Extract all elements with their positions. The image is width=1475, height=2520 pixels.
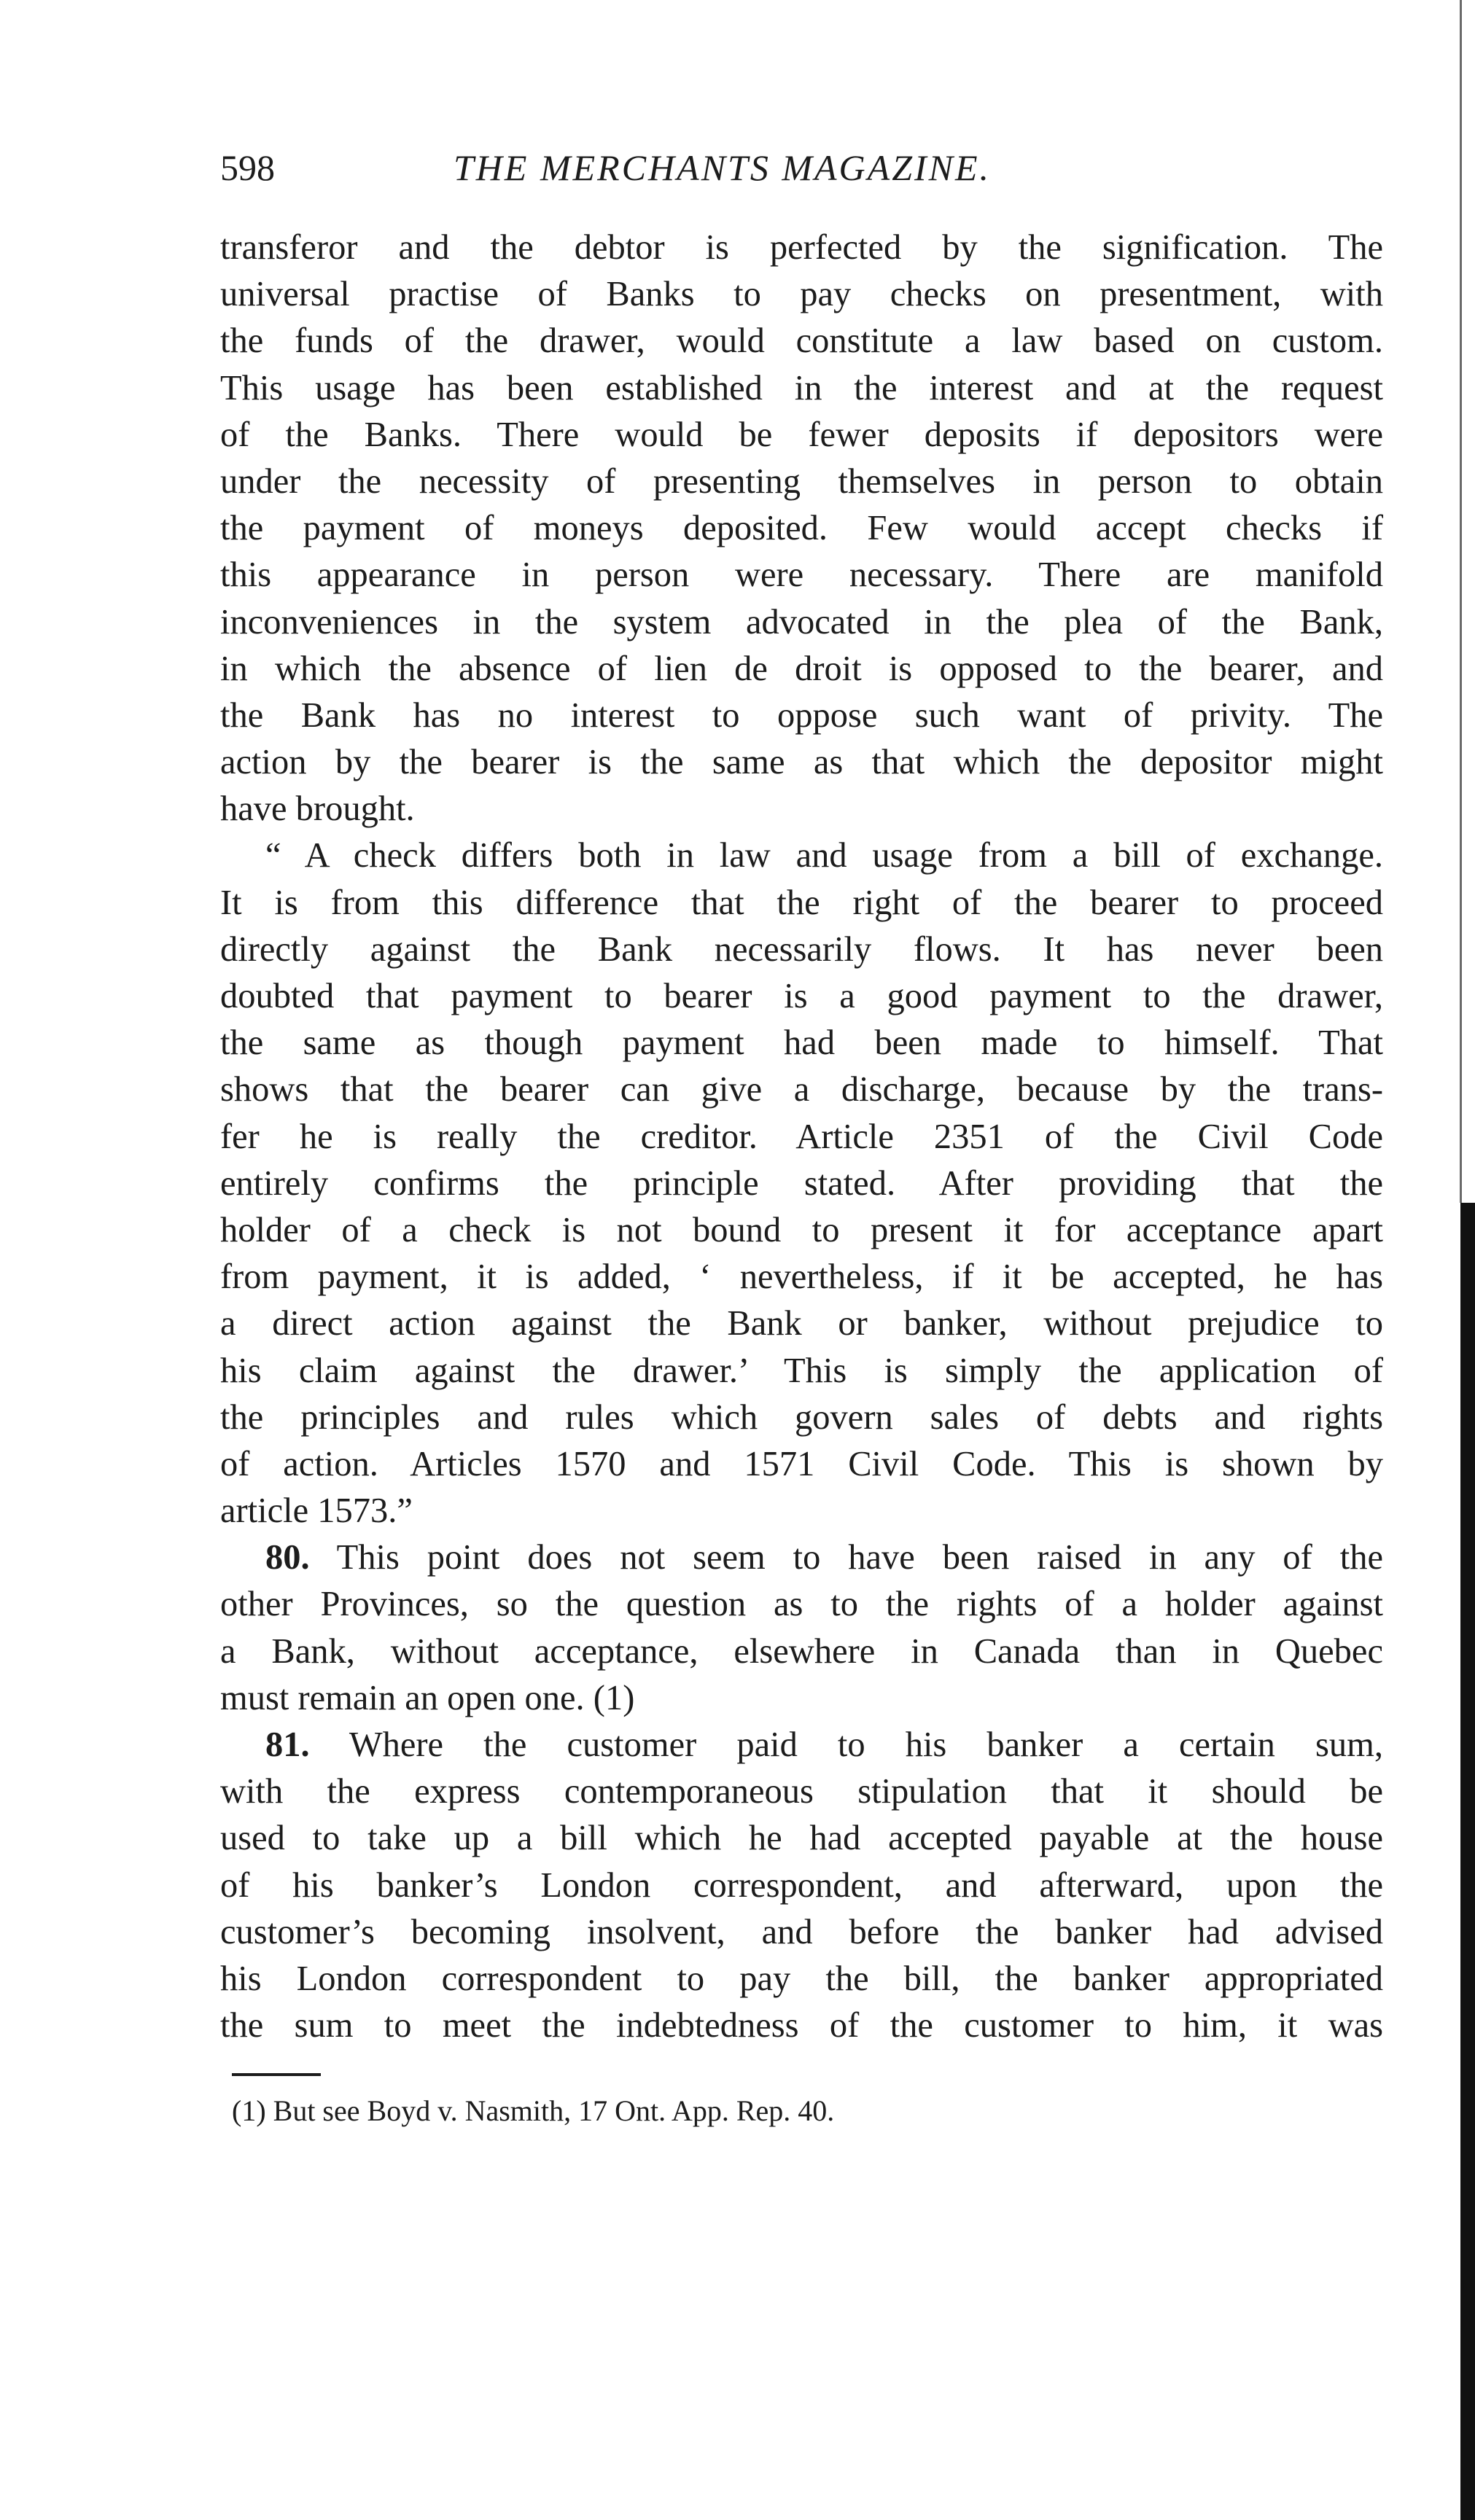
text-line-content: This point does not seem to have been raised in any of the <box>336 1538 1383 1577</box>
text-line: customer’s becoming insolvent, and before the banker had advised <box>220 1912 1383 1951</box>
text-line: the principles and rules which govern sales of debts and rights <box>220 1397 1383 1437</box>
page-edge-line <box>1460 0 1462 1203</box>
section-number: 81. <box>265 1725 310 1764</box>
text-line: inconveniences in the system advocated in the plea of the Bank, <box>220 602 1383 641</box>
text-line: This usage has been established in the interest and at the request <box>220 368 1383 407</box>
section-number: 80. <box>265 1538 310 1577</box>
footnote-divider <box>232 2073 321 2076</box>
text-line: the payment of moneys deposited. Few would accept checks if <box>220 509 1383 548</box>
text-line: article 1573.” <box>220 1491 413 1531</box>
text-line: his London correspondent to pay the bill, the banker appropriated <box>220 1959 1383 1998</box>
text-line: “ A check differs both in law and usage from a bill of exchange. <box>265 836 1383 875</box>
text-line: holder of a check is not bound to present it for acceptance apart <box>220 1210 1383 1249</box>
body-text <box>220 225 1383 2049</box>
text-line: of action. Articles 1570 and 1571 Civil Code. This is shown by <box>220 1444 1383 1483</box>
text-line: from payment, it is added, ‘ nevertheless, if it be accepted, he has <box>220 1257 1383 1297</box>
page-header <box>220 142 1387 200</box>
text-line: have brought. <box>220 789 415 829</box>
text-line: doubted that payment to bearer is a good payment to the drawer, <box>220 977 1383 1015</box>
text-line: action by the bearer is the same as that which the depositor might <box>220 743 1383 782</box>
text-line: the same as though payment had been made to himself. That <box>220 1023 1383 1063</box>
text-line-content: Where the customer paid to his banker a certain sum, <box>349 1725 1383 1764</box>
text-line: fer he is really the creditor. Article 2351 of the Civil Code <box>220 1117 1383 1156</box>
text-line: must remain an open one. (1) <box>220 1678 635 1717</box>
text-line: a Bank, without acceptance, elsewhere in Canada than in Quebec <box>220 1631 1383 1671</box>
footnote: (1) But see Boyd v. Nasmith, 17 Ont. App. Rep. 40. <box>232 2094 835 2127</box>
text-line: shows that the bearer can give a discharge, because by the trans- <box>220 1070 1383 1109</box>
text-line: of his banker’s London correspondent, and afterward, upon the <box>220 1865 1383 1905</box>
text-line: entirely confirms the principle stated. After providing that the <box>220 1163 1383 1203</box>
page-number: 598 <box>220 147 275 188</box>
text-line: a direct action against the Bank or banker, without prejudice to <box>220 1304 1383 1343</box>
text-line: It is from this difference that the right of the bearer to proceed <box>220 883 1383 922</box>
text-line: the funds of the drawer, would constitute a law based on custom. <box>220 321 1383 361</box>
text-line: used to take up a bill which he had accepted payable at the house <box>220 1819 1383 1858</box>
text-line: universal practise of Banks to pay checks on presentment, with <box>220 275 1383 314</box>
text-line: of the Banks. There would be fewer deposits if depositors were <box>220 415 1383 454</box>
text-line: other Provinces, so the question as to the rights of a holder against <box>220 1585 1383 1624</box>
text-line: his claim against the drawer.’ This is simply the application of <box>220 1351 1383 1390</box>
text-line: transferor and the debtor is perfected by the signification. The <box>220 228 1383 267</box>
text-line: with the express contemporaneous stipulation that it should be <box>220 1772 1383 1811</box>
text-line: directly against the Bank necessarily flows. It has never been <box>220 929 1383 969</box>
page-edge-shadow <box>1460 1203 1475 2520</box>
text-line <box>220 1534 1383 1581</box>
text-line: the sum to meet the indebtedness of the customer to him, it was <box>220 2006 1383 2045</box>
text-line: under the necessity of presenting themselves in person to obtain <box>220 461 1383 501</box>
text-line: in which the absence of lien de droit is opposed to the bearer, and <box>220 649 1383 688</box>
text-line: this appearance in person were necessary. There are manifold <box>220 555 1383 595</box>
text-line <box>220 1722 1383 1768</box>
text-line: the Bank has no interest to oppose such want of privity. The <box>220 695 1383 735</box>
running-title: THE MERCHANTS MAGAZINE. <box>454 147 992 188</box>
